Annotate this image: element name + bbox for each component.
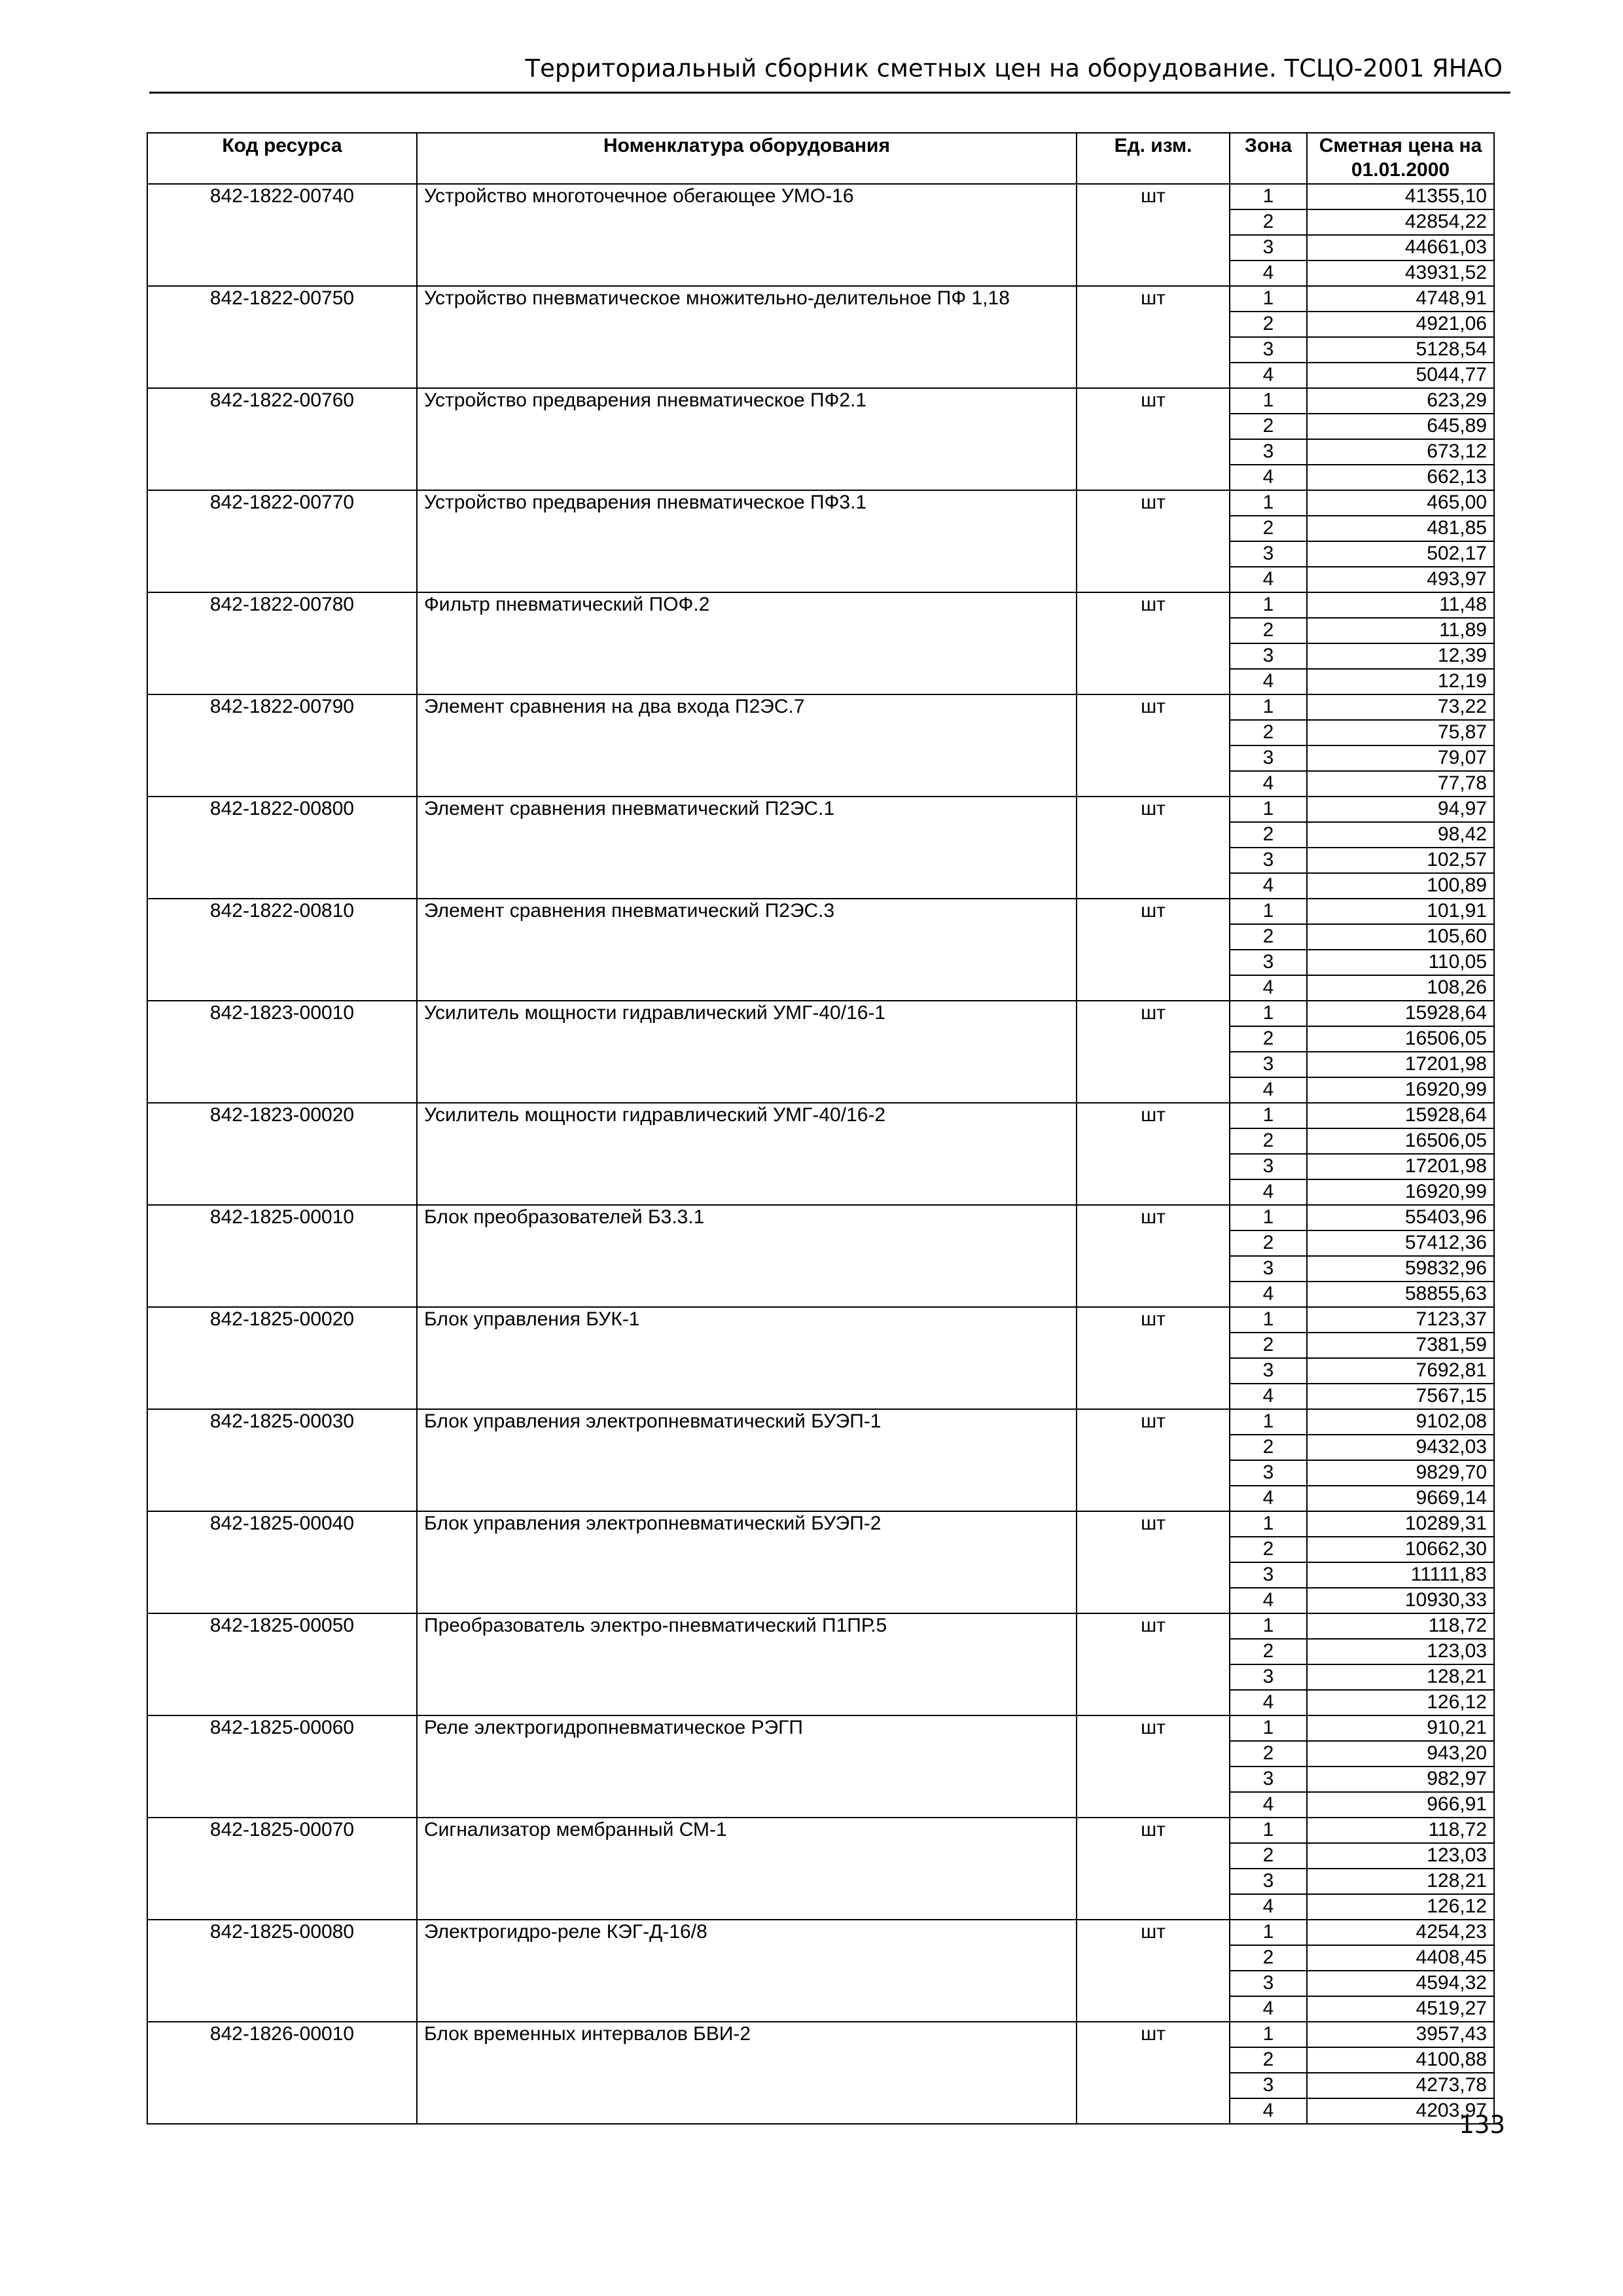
price-cell: 11,89 (1307, 618, 1494, 643)
resource-code-cell: 842-1826-00010 (147, 2022, 417, 2124)
zone-cell: 4 (1230, 1384, 1307, 1409)
price-cell: 5128,54 (1307, 337, 1494, 363)
zone-cell: 3 (1230, 1358, 1307, 1384)
resource-code-cell: 842-1825-00020 (147, 1307, 417, 1409)
zone-cell: 2 (1230, 618, 1307, 643)
zone-cell: 4 (1230, 1894, 1307, 1920)
equipment-name-cell: Устройство многоточечное обегающее УМО-16 (417, 184, 1077, 286)
column-header-price: Сметная цена на 01.01.2000 (1307, 133, 1494, 184)
table-row (147, 1818, 1494, 1843)
resource-code-cell: 842-1825-00080 (147, 1920, 417, 2022)
table-row (147, 1205, 1494, 1230)
unit-cell: шт (1077, 1818, 1230, 1920)
zone-cell: 2 (1230, 1333, 1307, 1358)
page-number: 133 (1459, 2111, 1505, 2139)
zone-cell: 2 (1230, 2047, 1307, 2073)
resource-code-cell: 842-1825-00010 (147, 1205, 417, 1307)
zone-cell: 4 (1230, 975, 1307, 1001)
zone-cell: 4 (1230, 1179, 1307, 1205)
zone-cell: 3 (1230, 1460, 1307, 1486)
resource-code-cell: 842-1825-00050 (147, 1613, 417, 1715)
price-cell: 17201,98 (1307, 1154, 1494, 1179)
zone-cell: 1 (1230, 1511, 1307, 1537)
zone-cell: 1 (1230, 1715, 1307, 1741)
resource-code-cell: 842-1825-00060 (147, 1715, 417, 1818)
zone-cell: 4 (1230, 1996, 1307, 2022)
zone-cell: 1 (1230, 592, 1307, 618)
price-cell: 128,21 (1307, 1664, 1494, 1690)
price-cell: 4519,27 (1307, 1996, 1494, 2022)
zone-cell: 4 (1230, 1077, 1307, 1103)
price-cell: 4273,78 (1307, 2073, 1494, 2098)
equipment-name-cell: Блок управления электропневматический БУЭП-2 (417, 1511, 1077, 1613)
zone-cell: 1 (1230, 1001, 1307, 1026)
price-cell: 128,21 (1307, 1869, 1494, 1894)
table-row (147, 1715, 1494, 1741)
price-cell: 118,72 (1307, 1613, 1494, 1639)
price-cell: 673,12 (1307, 439, 1494, 465)
price-cell: 10662,30 (1307, 1537, 1494, 1562)
price-cell: 41355,10 (1307, 184, 1494, 209)
unit-cell: шт (1077, 1205, 1230, 1307)
table-row (147, 1511, 1494, 1537)
table-row (147, 1103, 1494, 1128)
resource-code-cell: 842-1822-00760 (147, 388, 417, 490)
header-row (147, 133, 1494, 184)
zone-cell: 2 (1230, 822, 1307, 848)
price-cell: 9829,70 (1307, 1460, 1494, 1486)
price-cell: 101,91 (1307, 899, 1494, 924)
price-cell: 502,17 (1307, 541, 1494, 567)
price-cell: 12,39 (1307, 643, 1494, 669)
zone-cell: 1 (1230, 490, 1307, 516)
zone-cell: 4 (1230, 2098, 1307, 2124)
equipment-name-cell: Преобразователь электро-пневматический П1ПР.5 (417, 1613, 1077, 1715)
zone-cell: 3 (1230, 950, 1307, 975)
table-row (147, 2022, 1494, 2047)
table-body (147, 184, 1494, 2124)
zone-cell: 2 (1230, 1026, 1307, 1052)
unit-cell: шт (1077, 286, 1230, 388)
price-cell: 55403,96 (1307, 1205, 1494, 1230)
equipment-name-cell: Электрогидро-реле КЭГ-Д-16/8 (417, 1920, 1077, 2022)
zone-cell: 1 (1230, 1205, 1307, 1230)
price-cell: 73,22 (1307, 694, 1494, 720)
zone-cell: 2 (1230, 1537, 1307, 1562)
price-cell: 12,19 (1307, 669, 1494, 694)
zone-cell: 1 (1230, 1409, 1307, 1435)
zone-cell: 2 (1230, 1435, 1307, 1460)
zone-cell: 2 (1230, 312, 1307, 337)
unit-cell: шт (1077, 1307, 1230, 1409)
zone-cell: 4 (1230, 363, 1307, 388)
price-cell: 79,07 (1307, 745, 1494, 771)
zone-cell: 3 (1230, 2073, 1307, 2098)
table-row (147, 490, 1494, 516)
resource-code-cell: 842-1822-00790 (147, 694, 417, 797)
zone-cell: 3 (1230, 643, 1307, 669)
equipment-name-cell: Блок управления БУК-1 (417, 1307, 1077, 1409)
zone-cell: 1 (1230, 1613, 1307, 1639)
table-row (147, 797, 1494, 822)
zone-cell: 2 (1230, 516, 1307, 541)
unit-cell: шт (1077, 1409, 1230, 1511)
table-row (147, 286, 1494, 312)
table-row (147, 388, 1494, 414)
zone-cell: 2 (1230, 1843, 1307, 1869)
zone-cell: 1 (1230, 388, 1307, 414)
equipment-name-cell: Реле электрогидропневматическое РЭГП (417, 1715, 1077, 1818)
price-cell: 16920,99 (1307, 1179, 1494, 1205)
price-cell: 126,12 (1307, 1690, 1494, 1715)
price-cell: 59832,96 (1307, 1256, 1494, 1282)
zone-cell: 2 (1230, 1128, 1307, 1154)
price-cell: 102,57 (1307, 848, 1494, 873)
table-row (147, 592, 1494, 618)
resource-code-cell: 842-1822-00800 (147, 797, 417, 899)
price-cell: 9432,03 (1307, 1435, 1494, 1460)
unit-cell: шт (1077, 797, 1230, 899)
zone-cell: 4 (1230, 873, 1307, 899)
unit-cell: шт (1077, 1511, 1230, 1613)
zone-cell: 3 (1230, 337, 1307, 363)
zone-cell: 4 (1230, 771, 1307, 797)
price-cell: 9102,08 (1307, 1409, 1494, 1435)
price-cell: 100,89 (1307, 873, 1494, 899)
price-cell: 15928,64 (1307, 1103, 1494, 1128)
zone-cell: 4 (1230, 260, 1307, 286)
price-cell: 9669,14 (1307, 1486, 1494, 1511)
zone-cell: 4 (1230, 669, 1307, 694)
zone-cell: 4 (1230, 1588, 1307, 1613)
price-cell: 7123,37 (1307, 1307, 1494, 1333)
price-cell: 4921,06 (1307, 312, 1494, 337)
zone-cell: 1 (1230, 1307, 1307, 1333)
unit-cell: шт (1077, 1103, 1230, 1205)
price-cell: 94,97 (1307, 797, 1494, 822)
price-cell: 910,21 (1307, 1715, 1494, 1741)
zone-cell: 1 (1230, 899, 1307, 924)
zone-cell: 3 (1230, 745, 1307, 771)
price-cell: 58855,63 (1307, 1282, 1494, 1307)
equipment-name-cell: Устройство предварения пневматическое ПФ3.1 (417, 490, 1077, 592)
price-cell: 118,72 (1307, 1818, 1494, 1843)
price-cell: 943,20 (1307, 1741, 1494, 1767)
unit-cell: шт (1077, 1613, 1230, 1715)
price-cell: 4100,88 (1307, 2047, 1494, 2073)
price-cell: 16506,05 (1307, 1128, 1494, 1154)
page-header (149, 46, 1510, 94)
price-cell: 98,42 (1307, 822, 1494, 848)
price-cell: 4748,91 (1307, 286, 1494, 312)
price-cell: 16506,05 (1307, 1026, 1494, 1052)
price-cell: 43931,52 (1307, 260, 1494, 286)
price-cell: 4254,23 (1307, 1920, 1494, 1945)
price-cell: 15928,64 (1307, 1001, 1494, 1026)
zone-cell: 4 (1230, 1792, 1307, 1818)
resource-code-cell: 842-1822-00740 (147, 184, 417, 286)
zone-cell: 3 (1230, 1767, 1307, 1792)
unit-cell: шт (1077, 592, 1230, 694)
price-cell: 110,05 (1307, 950, 1494, 975)
price-cell: 10930,33 (1307, 1588, 1494, 1613)
price-cell: 645,89 (1307, 414, 1494, 439)
zone-cell: 4 (1230, 465, 1307, 490)
resource-code-cell: 842-1825-00030 (147, 1409, 417, 1511)
unit-cell: шт (1077, 899, 1230, 1001)
table-row (147, 184, 1494, 209)
price-cell: 3957,43 (1307, 2022, 1494, 2047)
unit-cell: шт (1077, 184, 1230, 286)
equipment-name-cell: Элемент сравнения пневматический П2ЭС.1 (417, 797, 1077, 899)
price-cell: 123,03 (1307, 1639, 1494, 1664)
price-cell: 662,13 (1307, 465, 1494, 490)
price-cell: 493,97 (1307, 567, 1494, 592)
unit-cell: шт (1077, 490, 1230, 592)
equipment-name-cell: Блок преобразователей Б3.3.1 (417, 1205, 1077, 1307)
unit-cell: шт (1077, 388, 1230, 490)
zone-cell: 2 (1230, 1741, 1307, 1767)
resource-code-cell: 842-1823-00010 (147, 1001, 417, 1103)
equipment-name-cell: Фильтр пневматический ПОФ.2 (417, 592, 1077, 694)
price-cell: 108,26 (1307, 975, 1494, 1001)
table-row (147, 1613, 1494, 1639)
zone-cell: 2 (1230, 414, 1307, 439)
price-cell: 10289,31 (1307, 1511, 1494, 1537)
table-row (147, 1001, 1494, 1026)
price-cell: 7567,15 (1307, 1384, 1494, 1409)
equipment-name-cell: Устройство пневматическое множительно-делительное ПФ 1,18 (417, 286, 1077, 388)
zone-cell: 4 (1230, 567, 1307, 592)
price-cell: 465,00 (1307, 490, 1494, 516)
price-cell: 966,91 (1307, 1792, 1494, 1818)
zone-cell: 3 (1230, 1052, 1307, 1077)
zone-cell: 2 (1230, 924, 1307, 950)
resource-code-cell: 842-1822-00750 (147, 286, 417, 388)
unit-cell: шт (1077, 694, 1230, 797)
unit-cell: шт (1077, 1001, 1230, 1103)
zone-cell: 3 (1230, 1562, 1307, 1588)
resource-code-cell: 842-1825-00070 (147, 1818, 417, 1920)
column-header-unit: Ед. изм. (1077, 133, 1230, 184)
zone-cell: 1 (1230, 694, 1307, 720)
price-cell: 17201,98 (1307, 1052, 1494, 1077)
equipment-name-cell: Элемент сравнения на два входа П2ЭС.7 (417, 694, 1077, 797)
unit-cell: шт (1077, 1715, 1230, 1818)
column-header-code: Код ресурса (147, 133, 417, 184)
zone-cell: 3 (1230, 1154, 1307, 1179)
zone-cell: 3 (1230, 1664, 1307, 1690)
resource-code-cell: 842-1825-00040 (147, 1511, 417, 1613)
resource-code-cell: 842-1822-00770 (147, 490, 417, 592)
price-cell: 5044,77 (1307, 363, 1494, 388)
zone-cell: 3 (1230, 848, 1307, 873)
price-cell: 105,60 (1307, 924, 1494, 950)
zone-cell: 3 (1230, 235, 1307, 260)
price-cell: 7692,81 (1307, 1358, 1494, 1384)
resource-code-cell: 842-1822-00780 (147, 592, 417, 694)
price-cell: 16920,99 (1307, 1077, 1494, 1103)
zone-cell: 2 (1230, 209, 1307, 235)
zone-cell: 1 (1230, 1103, 1307, 1128)
unit-cell: шт (1077, 1920, 1230, 2022)
zone-cell: 3 (1230, 1971, 1307, 1996)
resource-code-cell: 842-1823-00020 (147, 1103, 417, 1205)
table-row (147, 694, 1494, 720)
zone-cell: 2 (1230, 720, 1307, 745)
equipment-name-cell: Усилитель мощности гидравлический УМГ-40/16-1 (417, 1001, 1077, 1103)
price-cell: 77,78 (1307, 771, 1494, 797)
unit-cell: шт (1077, 2022, 1230, 2124)
column-header-zone: Зона (1230, 133, 1307, 184)
price-cell: 75,87 (1307, 720, 1494, 745)
price-cell: 44661,03 (1307, 235, 1494, 260)
zone-cell: 2 (1230, 1945, 1307, 1971)
zone-cell: 1 (1230, 1920, 1307, 1945)
zone-cell: 4 (1230, 1690, 1307, 1715)
equipment-name-cell: Сигнализатор мембранный СМ-1 (417, 1818, 1077, 1920)
zone-cell: 1 (1230, 2022, 1307, 2047)
resource-code-cell: 842-1822-00810 (147, 899, 417, 1001)
table-row (147, 1307, 1494, 1333)
price-cell: 4594,32 (1307, 1971, 1494, 1996)
zone-cell: 2 (1230, 1230, 1307, 1256)
price-cell: 42854,22 (1307, 209, 1494, 235)
zone-cell: 3 (1230, 541, 1307, 567)
zone-cell: 1 (1230, 1818, 1307, 1843)
equipment-name-cell: Элемент сравнения пневматический П2ЭС.3 (417, 899, 1077, 1001)
zone-cell: 3 (1230, 1869, 1307, 1894)
zone-cell: 4 (1230, 1486, 1307, 1511)
price-cell: 11111,83 (1307, 1562, 1494, 1588)
zone-cell: 1 (1230, 184, 1307, 209)
equipment-name-cell: Усилитель мощности гидравлический УМГ-40/16-2 (417, 1103, 1077, 1205)
table-row (147, 1920, 1494, 1945)
price-cell: 481,85 (1307, 516, 1494, 541)
zone-cell: 4 (1230, 1282, 1307, 1307)
zone-cell: 1 (1230, 797, 1307, 822)
price-cell: 123,03 (1307, 1843, 1494, 1869)
price-cell: 623,29 (1307, 388, 1494, 414)
equipment-name-cell: Блок временных интервалов БВИ-2 (417, 2022, 1077, 2124)
price-cell: 982,97 (1307, 1767, 1494, 1792)
zone-cell: 3 (1230, 439, 1307, 465)
price-cell: 7381,59 (1307, 1333, 1494, 1358)
price-cell: 4408,45 (1307, 1945, 1494, 1971)
zone-cell: 1 (1230, 286, 1307, 312)
column-header-name: Номенклатура оборудования (417, 133, 1077, 184)
equipment-name-cell: Блок управления электропневматический БУЭП-1 (417, 1409, 1077, 1511)
price-cell: 57412,36 (1307, 1230, 1494, 1256)
equipment-price-table (147, 132, 1495, 2125)
table-header (147, 133, 1494, 184)
price-cell: 4203,97 (1307, 2098, 1494, 2124)
document-title: Территориальный сборник сметных цен на оборудование. ТСЦО-2001 ЯНАО (525, 54, 1503, 82)
table-row (147, 899, 1494, 924)
equipment-name-cell: Устройство предварения пневматическое ПФ2.1 (417, 388, 1077, 490)
zone-cell: 2 (1230, 1639, 1307, 1664)
zone-cell: 3 (1230, 1256, 1307, 1282)
price-cell: 11,48 (1307, 592, 1494, 618)
price-cell: 126,12 (1307, 1894, 1494, 1920)
table-row (147, 1409, 1494, 1435)
